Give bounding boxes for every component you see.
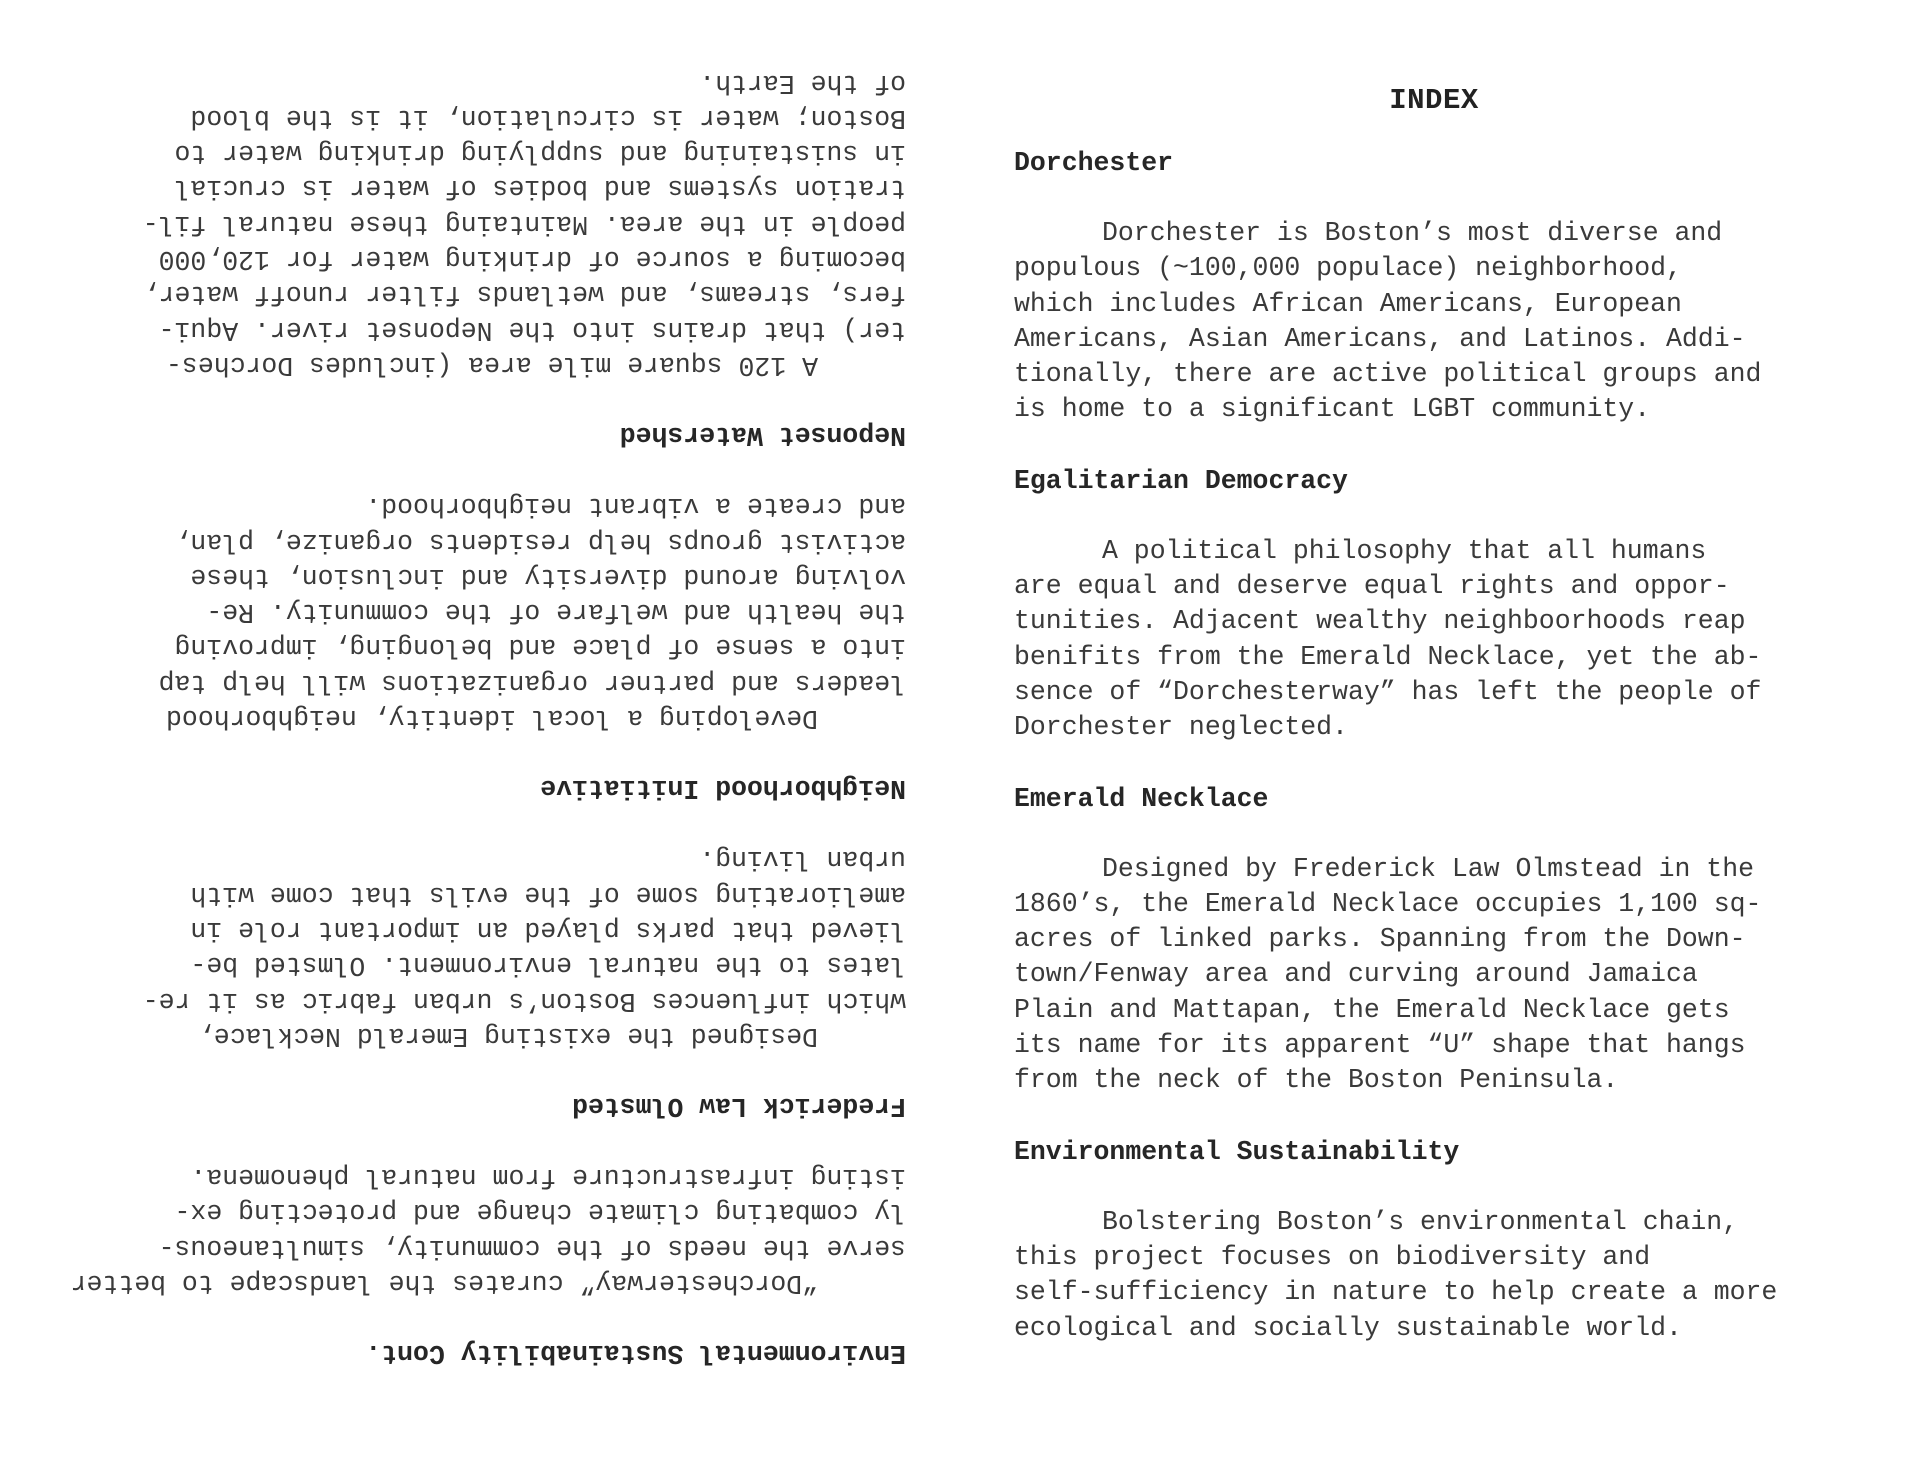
definition-line: into a sense of place and belonging, improving [174,632,906,663]
definition-line: isting infrastructure from natural phenomena. [190,1162,906,1193]
index-entry [1014,782,1854,1099]
definition-line: people in the area. Maintaing these natural fil- [142,208,906,239]
definition-line: “Dorchesterway” curates the landscape to better [70,1268,818,1298]
definition-line: Designed the existing Emerald Necklace, [197,1020,818,1051]
index-entry [66,841,906,1123]
entry-term: Egalitarian Democracy [1014,465,1348,496]
definition-line: which influences Boston’s urban fabric as it re- [142,985,906,1016]
index-entry [66,64,906,452]
definition-line: lates to the natural environment. Olmsted be- [190,950,906,981]
definition-line: populous (~100,000 populace) neighborhood, [1014,253,1682,284]
index-entry [1014,1135,1854,1346]
definition-line: tration systems and bodies of water is crucial [174,173,906,204]
definition-line: its name for its apparent “U” shape that hangs [1014,1030,1746,1061]
definition-line: are equal and deserve equal rights and oppor- [1014,571,1730,602]
definition-line: ecological and socially sustainable world. [1014,1312,1682,1343]
definition-line: becoming a source of drinking water for 120,000 [158,244,906,275]
entry-term: Environmental Sustainability [1014,1136,1460,1167]
entry-definition [66,841,906,1053]
definition-line: serve the needs of the community, simultaneous- [158,1232,906,1263]
definition-line: Bolstering Boston’s environmental chain, [1102,1206,1739,1237]
definition-line: urban living. [699,844,906,875]
definition-line: volving around diversity and inclusion, these [190,561,906,592]
definition-line: ameliorating some of the evils that come with [190,879,906,910]
page-title: INDEX [1389,84,1479,117]
definition-line: A 120 square mile area (includes Dorches- [165,349,818,380]
entry-definition [1014,216,1854,428]
definition-line: fers, streams, and wetlands filter runoff water, [142,279,906,310]
definition-line: in suistaining and supplying drinking water to [174,138,906,169]
index-entry [66,1159,906,1370]
definition-line: from the neck of the Boston Peninsula. [1014,1065,1619,1096]
left-page-content [66,28,906,1370]
entry-definition [66,488,906,735]
definition-line: Americans, Asian Americans, and Latinos. Addi- [1014,323,1746,354]
definition-line: self-sufficiency in nature to help create a more [1014,1277,1778,1308]
definition-line: Developing a local identity, neighborhood [165,703,818,734]
definition-line: Plain and Mattapan, the Emerald Necklace gets [1014,994,1730,1025]
definition-line: Dorchester neglected. [1014,712,1348,743]
definition-line: sence of “Dorchesterway” has left the people of [1014,676,1762,707]
entry-term: Neighborhood Initiative [540,773,906,804]
index-entry [1014,146,1854,428]
entry-term: Environmental Sustainability Cont. [365,1338,906,1368]
definition-line: and create a vibrant neighborhood. [365,491,906,522]
definition-line: ter) that drains into the Neponset river. Aqui- [158,314,906,345]
definition-line: benifits from the Emerald Necklace, yet the ab- [1014,641,1762,672]
definition-line: is home to a significant LGBT community. [1014,394,1651,425]
definition-line: tionally, there are active political groups and [1014,359,1762,390]
entry-term: Neponset Watershed [619,419,906,450]
definition-line: ly combating climate change and protecting ex- [174,1197,906,1228]
entry-definition [66,1159,906,1300]
definition-line: leaders and partner organizations will help tap [158,667,906,698]
definition-line: A political philosophy that all humans [1102,535,1707,566]
definition-line: lieved that parks played an important role in [190,914,906,945]
right-page-index [960,0,1920,1484]
right-page-content [1014,83,1854,1382]
definition-line: 1860’s, the Emerald Necklace occupies 1,100 sq- [1014,888,1762,919]
entry-definition [1014,1205,1854,1346]
entry-definition [66,64,906,382]
definition-line: Boston; water is circulation, it is the blood [190,102,906,133]
definition-line: Dorchester is Boston’s most diverse and [1102,218,1723,248]
definition-line: which includes African Americans, European [1014,288,1682,319]
entry-term: Emerald Necklace [1014,783,1269,814]
entry-definition [1014,534,1854,746]
definition-line: tunities. Adjacent wealthy neighboorhoods reap [1014,606,1746,637]
entry-term: Frederick Law Olmsted [572,1090,906,1121]
index-entry [1014,464,1854,746]
definition-line: town/Fenway area and curving around Jamaica [1014,959,1698,990]
entry-term: Dorchester [1014,148,1174,178]
entry-definition [1014,852,1854,1099]
definition-line: activist groups help residents organize, plan, [174,526,906,557]
index-entry [66,488,906,805]
definition-line: the health and welfare of the community. Re- [206,597,906,628]
definition-line: Designed by Frederick Law Olmstead in the [1102,853,1755,884]
definition-line: this project focuses on biodiversity and [1014,1241,1651,1272]
definition-line: of the Earth. [699,67,906,98]
definition-line: acres of linked parks. Spanning from the Down- [1014,924,1746,955]
